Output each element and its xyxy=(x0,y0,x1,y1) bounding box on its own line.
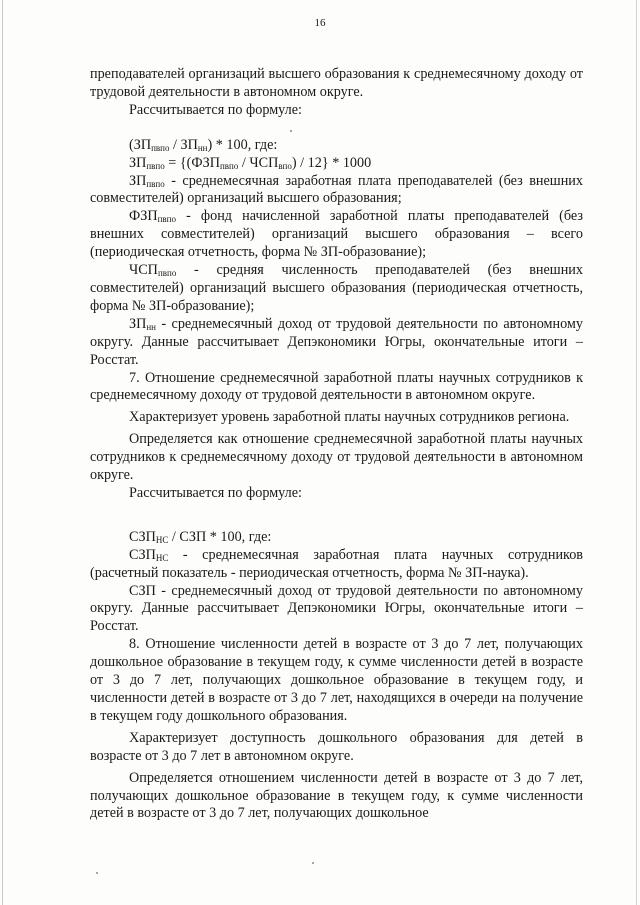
formula-ratio: $(ЗП_{пвпо} / ЗП_{нн}) * 100$, где: xyxy=(129,136,278,153)
definition-szp: СЗП - среднемесячный доход от трудовой деятельности по автономному округу. Данные рассчитывает Депэкономики Югры, окончательные итоги – Росстат. xyxy=(90,582,583,635)
scan-edge-right xyxy=(636,0,637,905)
calc-formula-label: Рассчитывается по формуле: xyxy=(129,101,302,118)
section-8-characterizes: Характеризует доступность дошкольного образования для детей в возрасте от 3 до 7 лет в автономном округе. xyxy=(90,729,583,764)
formula-salary: $ЗП_{пвпо} = \{(ФЗП_{пвпо} / ЧСП_{впо}) / 12\} * 1000$ xyxy=(129,154,372,171)
definition-zp-pvpo: $ЗП_{пвпо}$ - среднемесячная заработная плата преподавателей (без внешних совместителей) организаций высшего образования; xyxy=(90,172,583,207)
section-8-definition: Определяется отношением численности детей в возрасте от 3 до 7 лет, получающих дошкольное образование в текущем году, к сумме численности детей в возрасте от 3 до 7 лет, получающих дошкольное xyxy=(90,769,583,822)
definition-chsp-pvpo: $ЧСП_{пвпо}$ - средняя численность преподавателей (без внешних совместителей) организаций высшего образования (периодическая отчетность, форма № ЗП-образование); xyxy=(90,262,583,314)
definition-fzp-pvpo: $ФЗП_{пвпо}$ - фонд начисленной заработной платы преподавателей (без внешних совместителей) организаций высшего образования – всего (периодическая отчетность, форма № ЗП-образование); xyxy=(90,208,583,261)
section-7-heading: 7. Отношение среднемесячной заработной платы научных сотрудников к среднемесячному доходу от трудовой деятельности в автономном округе. xyxy=(90,369,583,404)
scan-speck xyxy=(312,862,314,864)
scan-edge-left xyxy=(2,0,3,905)
section-7-characterizes: Характеризует уровень заработной платы научных сотрудников региона. xyxy=(129,409,570,426)
scan-speck xyxy=(290,130,292,132)
definition-zp-nn: $ЗП_{нн}$ - среднемесячный доход от трудовой деятельности по автономному округу. Данные рассчитывает Депэкономики Югры, окончательные итоги – Росстат. xyxy=(90,315,583,368)
paragraph-continuation: преподавателей организаций высшего образования к среднемесячному доходу от трудовой деятельности в автономном округе. xyxy=(90,66,583,100)
document-body xyxy=(90,66,583,823)
calc-formula-label-2: Рассчитывается по формуле: xyxy=(129,484,302,501)
formula-szp: $СЗП_{НС}$ / СЗП * 100, где: xyxy=(129,528,272,545)
section-7-definition: Определяется как отношение среднемесячной заработной платы научных сотрудников к среднемесячному доходу от трудовой деятельности в автономном округе. xyxy=(90,431,583,484)
section-8-heading: 8. Отношение численности детей в возрасте от 3 до 7 лет, получающих дошкольное образование в текущем году, к сумме численности детей в возрасте от 3 до 7 лет, получающих дошкольное образование в текущем году, и численности детей в возрасте от 3 до 7 лет, находящихся в очереди на получение в текущем году дошкольного образования. xyxy=(90,636,583,724)
definition-szp-ns: $СЗП_{НС}$ - среднемесячная заработная плата научных сотрудников (расчетный показатель - периодическая отчетность, форма № ЗП-наука). xyxy=(90,546,583,581)
scan-speck xyxy=(96,872,98,874)
page-number: 16 xyxy=(314,17,326,29)
